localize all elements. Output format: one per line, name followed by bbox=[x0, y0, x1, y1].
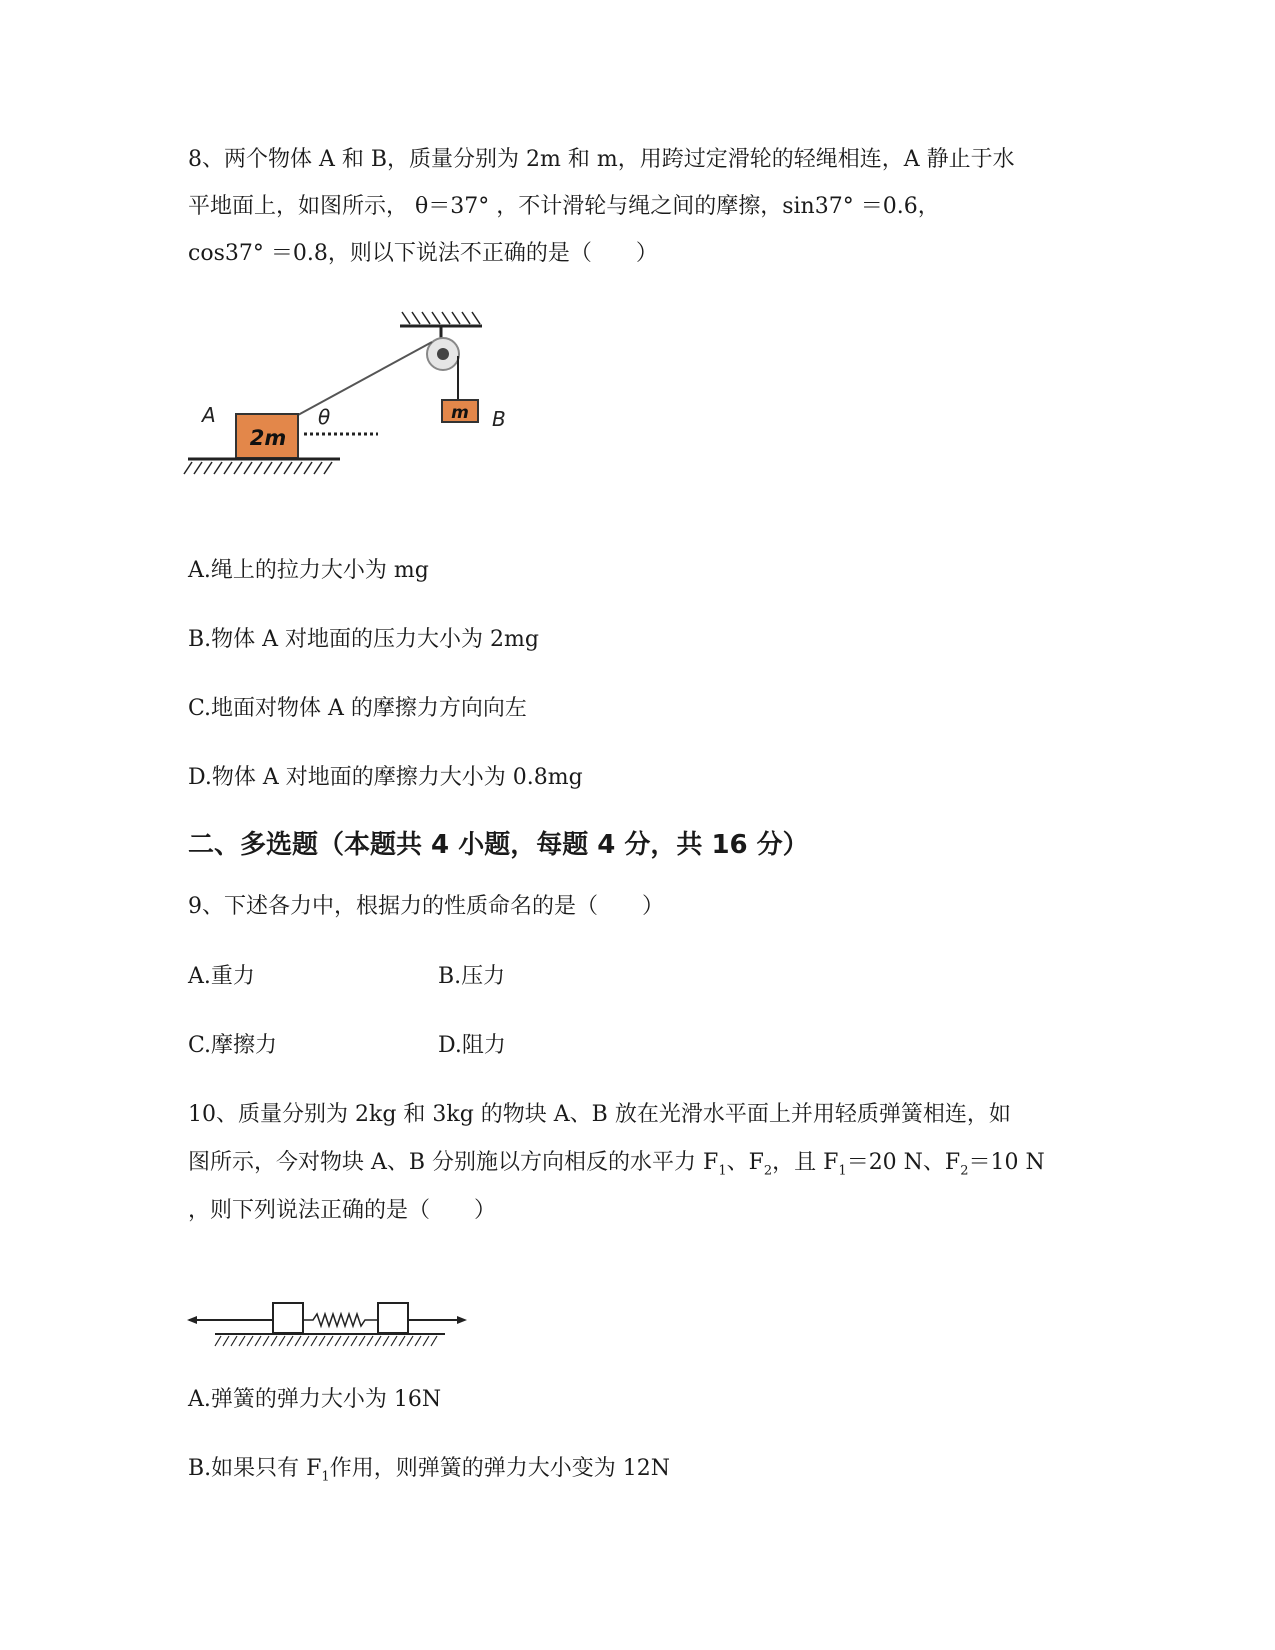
angle-theta: θ bbox=[318, 405, 331, 429]
q9-option-b: B.压力 bbox=[438, 964, 506, 989]
block-a bbox=[273, 1303, 303, 1333]
q8-stem-line-1: 8、两个物体 A 和 B，质量分别为 2m 和 m，用跨过定滑轮的轻绳相连，A 静止于水 bbox=[188, 147, 1015, 172]
q10-option-b: B.如果只有 $F_1$作用，则弹簧的弹力大小变为 12N bbox=[188, 1456, 670, 1485]
ground bbox=[184, 459, 340, 474]
q8-option-a: A.绳上的拉力大小为 mg bbox=[188, 558, 429, 583]
q10-stem-line-2: 图所示，今对物块 A、B 分别施以方向相反的水平力 $F_1$、$F_2$，且 $F_1=20$ N、$F_2=10$ N bbox=[188, 1150, 1045, 1179]
q8-pulley-figure bbox=[180, 300, 520, 490]
q10-stem-line-3: ，则下列说法正确的是（ ） bbox=[188, 1198, 497, 1223]
q9-stem: 9、下述各力中，根据力的性质命名的是（ ） bbox=[188, 894, 664, 919]
q9-option-c: C.摩擦力 bbox=[188, 1033, 278, 1058]
q9-option-a: A.重力 bbox=[188, 964, 255, 989]
block-b bbox=[378, 1303, 408, 1333]
label-b: B bbox=[492, 407, 506, 431]
block-b-mass: m bbox=[451, 403, 469, 423]
spring bbox=[303, 1314, 378, 1326]
q10-option-a: A.弹簧的弹力大小为 16N bbox=[188, 1387, 442, 1412]
ground bbox=[215, 1334, 445, 1346]
q8-stem-line-3: cos37° ＝0.8，则以下说法不正确的是（ ） bbox=[188, 241, 658, 266]
section-heading: 二、多选题（本题共 4 小题，每题 4 分，共 16 分） bbox=[188, 830, 809, 860]
q8-option-d: D.物体 A 对地面的摩擦力大小为 0.8mg bbox=[188, 765, 583, 790]
q8-option-c: C.地面对物体 A 的摩擦力方向向左 bbox=[188, 696, 527, 721]
q8-stem-line-2: 平地面上，如图所示， θ＝37° ，不计滑轮与绳之间的摩擦，sin37° ＝0.6， bbox=[188, 194, 940, 219]
q10-stem-line-1: 10、质量分别为 2kg 和 3kg 的物块 A、B 放在光滑水平面上并用轻质弹簧相连，如 bbox=[188, 1102, 1011, 1127]
label-a: A bbox=[202, 403, 216, 427]
q9-option-d: D.阻力 bbox=[438, 1033, 506, 1058]
block-a-mass: 2m bbox=[249, 426, 287, 450]
q8-option-b: B.物体 A 对地面的压力大小为 2mg bbox=[188, 627, 539, 652]
q10-spring-figure bbox=[185, 1295, 475, 1355]
